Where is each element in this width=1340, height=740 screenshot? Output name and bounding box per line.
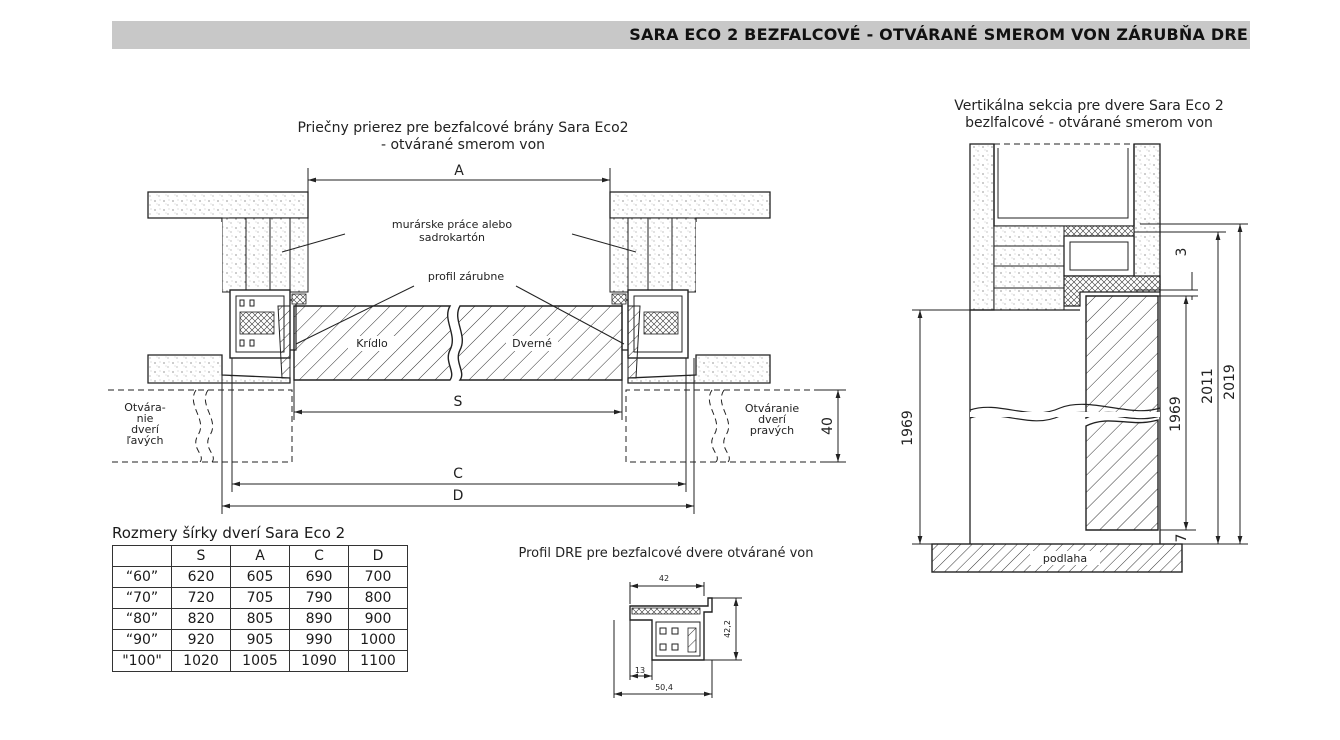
- right-frame-profile: [612, 290, 688, 378]
- table-header-cell: D: [349, 546, 408, 567]
- table-row: [113, 651, 408, 672]
- dim-42: 42: [658, 574, 670, 583]
- right-opening-line-3: pravých: [749, 424, 795, 437]
- table-header-cell: [113, 546, 172, 567]
- right-opening-line-1: Otváranie: [744, 402, 800, 415]
- table-row: [113, 567, 408, 588]
- cross-section: [108, 120, 846, 514]
- left-opening-line-2: nie: [136, 412, 154, 425]
- table-cell: 1100: [349, 651, 408, 672]
- cross-section-title: Priečny prierez pre bezfalcové brány Sara Eco2: [297, 120, 629, 136]
- dim-13: 13: [634, 666, 646, 675]
- table-cell: 920: [172, 630, 231, 651]
- width-table: [112, 545, 408, 672]
- door-leaf: [294, 306, 622, 380]
- right-opening-line-2: dverí: [758, 413, 786, 426]
- left-opening-line-1: Otvára-: [124, 401, 166, 414]
- table-cell: 620: [172, 567, 231, 588]
- dim-s: S: [453, 394, 463, 410]
- table-cell: 800: [349, 588, 408, 609]
- table-cell: 705: [231, 588, 290, 609]
- table-cell: 905: [231, 630, 290, 651]
- dim-c: C: [453, 466, 463, 482]
- profile-detail: [519, 546, 814, 698]
- table-row: [113, 609, 408, 630]
- table-cell: 1020: [172, 651, 231, 672]
- table-cell: 890: [290, 609, 349, 630]
- dim-1969-mid: 1969: [1168, 396, 1184, 432]
- masonry-label-2: sadrokartón: [419, 231, 485, 244]
- floor-label: podlaha: [1042, 552, 1088, 565]
- right-opening-area: [626, 390, 820, 462]
- table-cell: 820: [172, 609, 231, 630]
- door-label: Dverné: [512, 337, 552, 350]
- table-cell: 1000: [349, 630, 408, 651]
- table-cell: 990: [290, 630, 349, 651]
- table-cell: 1005: [231, 651, 290, 672]
- table-header-cell: C: [290, 546, 349, 567]
- table-header-cell: A: [231, 546, 290, 567]
- table-row: [113, 630, 408, 651]
- table-cell: 805: [231, 609, 290, 630]
- dim-a: A: [454, 163, 464, 179]
- dim-3: 3: [1174, 247, 1190, 257]
- table-cell: 1090: [290, 651, 349, 672]
- dim-40: 40: [820, 417, 836, 435]
- left-opening-area: [108, 390, 292, 462]
- table-cell: 720: [172, 588, 231, 609]
- table-cell: “90”: [113, 630, 172, 651]
- page-title: SARA ECO 2 BEZFALCOVÉ - OTVÁRANÉ SMEROM VON ZÁRUBŇA DRE: [629, 25, 1248, 44]
- profile-label: profil zárubne: [427, 270, 505, 283]
- table-cell: “60”: [113, 567, 172, 588]
- dim-7: 7: [1174, 533, 1190, 543]
- dim-50-4: 50,4: [655, 683, 673, 692]
- table-header-cell: S: [172, 546, 231, 567]
- left-opening-line-4: ľavých: [126, 434, 164, 447]
- table-cell: 605: [231, 567, 290, 588]
- vertical-section-subtitle: bezlfalcové - otvárané smerom von: [965, 115, 1213, 131]
- table-cell: 690: [290, 567, 349, 588]
- leaf-label: Krídlo: [356, 337, 388, 350]
- dim-2011: 2011: [1200, 368, 1216, 404]
- profile-detail-title: Profil DRE pre bezfalcové dvere otvárané von: [518, 546, 814, 561]
- dim-1969-left: 1969: [900, 410, 916, 446]
- dim-d: D: [452, 488, 464, 504]
- table-cell: “70”: [113, 588, 172, 609]
- table-cell: 700: [349, 567, 408, 588]
- dim-42-2: 42,2: [723, 620, 732, 638]
- table-cell: “80”: [113, 609, 172, 630]
- table-row: [113, 588, 408, 609]
- table-header-row: [113, 546, 408, 567]
- table-cell: 900: [349, 609, 408, 630]
- table-cell: 790: [290, 588, 349, 609]
- dim-2019: 2019: [1222, 364, 1238, 400]
- left-opening-line-3: dverí: [131, 423, 159, 436]
- masonry-label: murárske práce alebo: [391, 218, 513, 231]
- table-cell: "100": [113, 651, 172, 672]
- vertical-section: [900, 98, 1248, 572]
- width-table-caption: Rozmery šírky dverí Sara Eco 2: [112, 524, 346, 542]
- cross-section-subtitle: - otvárané smerom von: [380, 137, 546, 153]
- vertical-section-title: Vertikálna sekcia pre dvere Sara Eco 2: [954, 98, 1224, 114]
